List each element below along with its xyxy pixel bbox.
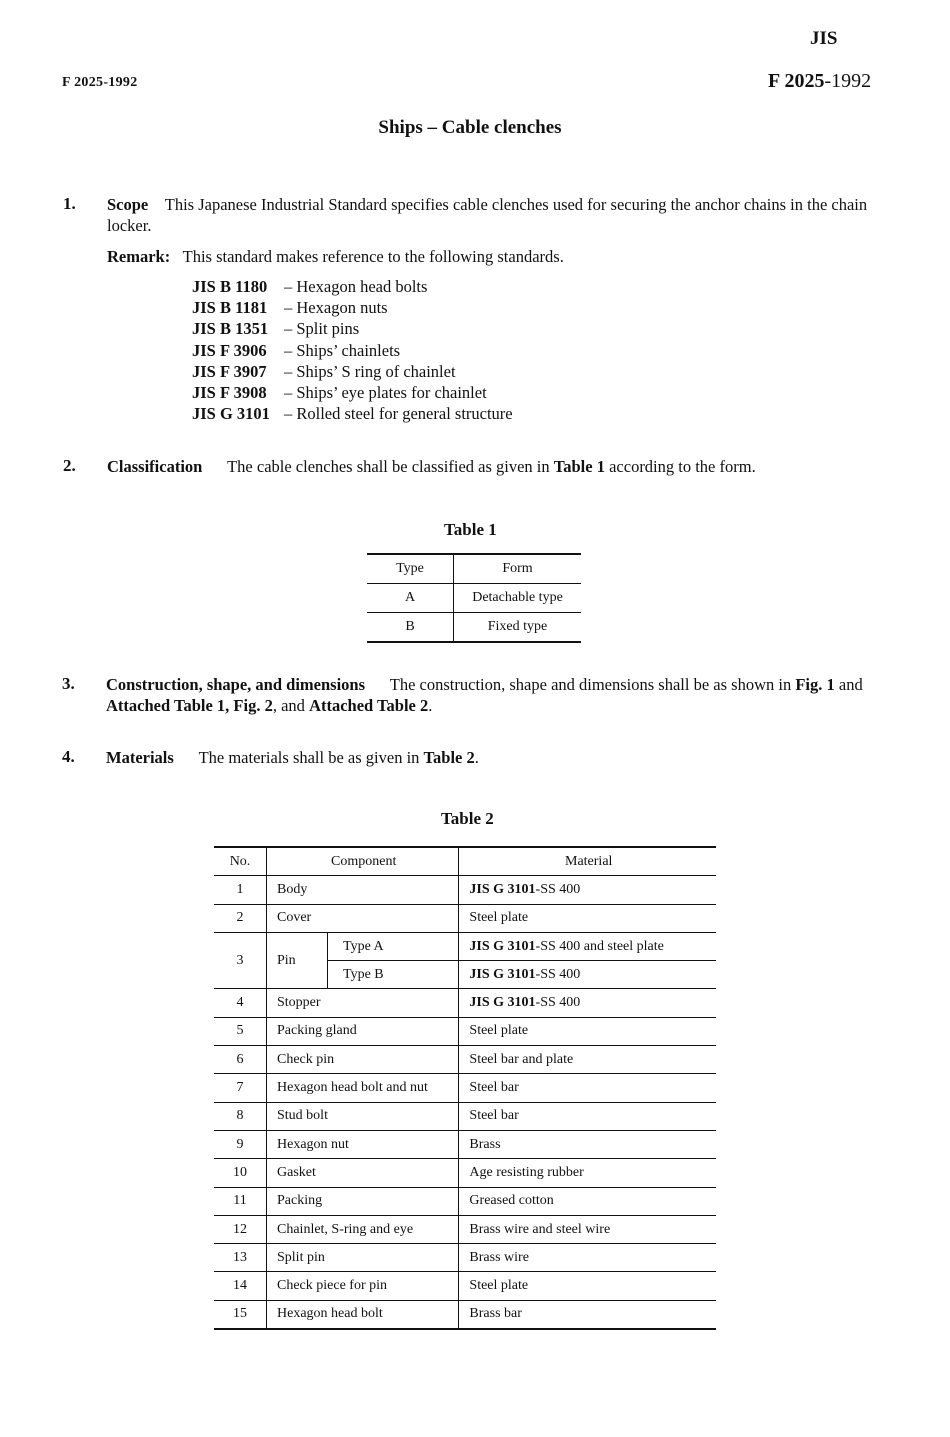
material-standard: JIS G 3101 — [469, 881, 536, 897]
material-text: Steel bar and plate — [469, 1051, 574, 1067]
table-cell-no: 4 — [214, 989, 267, 1017]
table-cell-no: 2 — [214, 904, 267, 932]
table-header-cell: Form — [454, 554, 582, 584]
table-cell-subtype: Type B — [328, 961, 459, 989]
table-row — [214, 1272, 716, 1300]
table-cell-form: Fixed type — [454, 613, 582, 643]
table-header-row — [214, 847, 716, 876]
material-text: -SS 400 — [535, 966, 581, 982]
table-row — [214, 1102, 716, 1130]
table-cell-material — [459, 989, 716, 1017]
table-cell-no: 3 — [214, 932, 267, 989]
table-cell-material — [459, 1215, 716, 1243]
table-cell-component: Stud bolt — [267, 1102, 459, 1130]
reference-item — [192, 297, 513, 318]
section-4-text-end: . — [474, 748, 479, 767]
reference-title: – Rolled steel for general structure — [284, 404, 513, 424]
material-text: Steel plate — [469, 1278, 529, 1294]
reference-item — [192, 318, 513, 339]
table-row — [214, 1046, 716, 1074]
table-1 — [367, 553, 581, 643]
section-1-body — [107, 194, 887, 236]
reference-title: – Split pins — [284, 319, 360, 339]
reference-title: – Hexagon nuts — [284, 298, 388, 318]
section-4-heading: Materials — [106, 748, 174, 767]
table-row — [214, 1187, 716, 1215]
reference-item — [192, 276, 513, 297]
table-2-caption: Table 2 — [441, 809, 494, 828]
table-cell-material — [459, 1300, 716, 1329]
jis-mark: JIS — [810, 28, 838, 49]
section-1-number: 1. — [63, 194, 76, 213]
section-3-number: 3. — [62, 674, 75, 693]
table-cell-no: 13 — [214, 1244, 267, 1272]
table-cell-material — [459, 932, 716, 960]
table-cell-type: B — [367, 613, 454, 643]
table-cell-no: 12 — [214, 1215, 267, 1243]
reference-item — [192, 361, 513, 382]
reference-title: – Ships’ S ring of chainlet — [284, 361, 456, 381]
table-cell-material — [459, 1046, 716, 1074]
material-standard: JIS G 3101 — [469, 995, 536, 1011]
table-cell-material — [459, 1159, 716, 1187]
reference-item — [192, 403, 513, 424]
table-header-cell: Type — [367, 554, 454, 584]
table-cell-material — [459, 1244, 716, 1272]
table-cell-no: 15 — [214, 1300, 267, 1329]
table-cell-material — [459, 1187, 716, 1215]
section-1-heading: Scope — [107, 195, 149, 214]
table-header-cell: Material — [459, 847, 716, 876]
material-standard: JIS G 3101 — [469, 966, 536, 982]
material-text: Brass — [469, 1136, 501, 1152]
reference-title: – Ships’ eye plates for chainlet — [284, 383, 487, 403]
table-header-cell: Component — [267, 847, 459, 876]
table-row — [214, 1017, 716, 1045]
section-3-text: The construction, shape and dimensions shall be as shown in — [389, 675, 796, 694]
table-cell-component: Hexagon head bolt and nut — [267, 1074, 459, 1102]
table-row — [367, 613, 581, 643]
table-row — [214, 1300, 716, 1329]
reference-code: JIS B 1181 — [192, 298, 268, 318]
material-text: Age resisting rubber — [469, 1164, 584, 1180]
table-cell-component: Cover — [267, 904, 459, 932]
table-header-cell: No. — [214, 847, 267, 876]
material-text: Steel plate — [469, 910, 529, 926]
attached-table-1-reference: Attached Table 1, Fig. 2 — [106, 696, 273, 715]
table-row — [367, 584, 581, 613]
table-row — [214, 904, 716, 932]
table-cell-component: Pin — [267, 932, 328, 989]
section-3-text: , and — [272, 696, 310, 715]
table-cell-material — [459, 1272, 716, 1300]
reference-list — [192, 276, 513, 424]
section-4-number: 4. — [62, 747, 75, 766]
material-standard: JIS G 3101 — [469, 938, 536, 954]
page-code-left: F 2025-1992 — [62, 75, 138, 90]
material-text: Brass wire and steel wire — [469, 1221, 611, 1237]
section-2-number: 2. — [63, 456, 76, 475]
section-4-body — [106, 747, 886, 768]
material-text: -SS 400 — [535, 995, 581, 1011]
table-cell-component: Packing gland — [267, 1017, 459, 1045]
table-cell-type: A — [367, 584, 454, 613]
document-title: Ships – Cable clenches — [378, 117, 562, 138]
material-text: Greased cotton — [469, 1193, 554, 1209]
remark-text: This standard makes reference to the following standards. — [182, 247, 564, 266]
table-cell-component: Hexagon nut — [267, 1130, 459, 1158]
section-3-body — [106, 674, 886, 716]
remark — [107, 246, 564, 267]
table-cell-component: Check pin — [267, 1046, 459, 1074]
material-text: -SS 400 — [535, 881, 581, 897]
table-cell-material — [459, 876, 716, 904]
figure-1-reference: Fig. 1 — [795, 675, 835, 694]
table-cell-component: Body — [267, 876, 459, 904]
table-cell-material — [459, 1074, 716, 1102]
table-cell-component: Gasket — [267, 1159, 459, 1187]
table-cell-no: 8 — [214, 1102, 267, 1130]
remark-label: Remark: — [107, 247, 171, 266]
attached-table-2-reference: Attached Table 2 — [309, 696, 429, 715]
section-1-text: This Japanese Industrial Standard specifies cable clenches used for securing the anchor chains in the chain locker. — [107, 195, 868, 235]
section-2-text: The cable clenches shall be classified as given in — [227, 457, 554, 476]
table-cell-component: Split pin — [267, 1244, 459, 1272]
table-header-row — [367, 554, 581, 584]
table-cell-material — [459, 1130, 716, 1158]
reference-code: JIS G 3101 — [192, 404, 270, 424]
table-cell-form: Detachable type — [454, 584, 582, 613]
material-text: Steel bar — [469, 1080, 519, 1096]
page-code-right — [768, 70, 871, 93]
table-row — [214, 1130, 716, 1158]
table-cell-no: 10 — [214, 1159, 267, 1187]
section-2-heading: Classification — [107, 457, 203, 476]
section-3-text: and — [834, 675, 863, 694]
table-row — [214, 989, 716, 1017]
table-row — [214, 932, 716, 960]
material-text: -SS 400 and steel plate — [535, 938, 664, 954]
material-text: Steel plate — [469, 1023, 529, 1039]
material-text: Brass bar — [469, 1306, 522, 1322]
table-row — [214, 1215, 716, 1243]
reference-item — [192, 340, 513, 361]
table-cell-material — [459, 904, 716, 932]
section-3-heading: Construction, shape, and dimensions — [106, 675, 366, 694]
table-cell-no: 5 — [214, 1017, 267, 1045]
table-cell-component: Stopper — [267, 989, 459, 1017]
table-row — [214, 876, 716, 904]
table-cell-material — [459, 1102, 716, 1130]
reference-code: JIS F 3906 — [192, 340, 267, 360]
page-code-right-bold: F 2025 — [768, 70, 825, 92]
section-4-text: The materials shall be as given in — [198, 748, 424, 767]
table-2-reference: Table 2 — [423, 748, 475, 767]
table-1-caption: Table 1 — [444, 520, 497, 539]
table-cell-component: Chainlet, S-ring and eye — [267, 1215, 459, 1243]
table-2 — [214, 846, 716, 1330]
table-cell-no: 7 — [214, 1074, 267, 1102]
reference-title: – Ships’ chainlets — [284, 340, 401, 360]
table-cell-component: Check piece for pin — [267, 1272, 459, 1300]
table-cell-no: 14 — [214, 1272, 267, 1300]
table-cell-component: Packing — [267, 1187, 459, 1215]
table-row — [214, 1159, 716, 1187]
table-cell-no: 6 — [214, 1046, 267, 1074]
table-row — [214, 1074, 716, 1102]
table-cell-subtype: Type A — [328, 932, 459, 960]
page-code-right-year: -1992 — [824, 70, 872, 92]
table-cell-no: 9 — [214, 1130, 267, 1158]
table-cell-material — [459, 1017, 716, 1045]
section-2-body — [107, 456, 897, 477]
table-cell-no: 1 — [214, 876, 267, 904]
reference-code: JIS F 3908 — [192, 383, 267, 403]
reference-code: JIS B 1180 — [192, 277, 268, 296]
material-text: Steel bar — [469, 1108, 519, 1124]
reference-code: JIS F 3907 — [192, 361, 267, 381]
reference-code: JIS B 1351 — [192, 319, 269, 339]
material-text: Brass wire — [469, 1249, 529, 1265]
section-3-text: . — [428, 696, 433, 715]
section-2-text-end: according to the form. — [604, 457, 756, 476]
table-row — [214, 1244, 716, 1272]
table-cell-no: 11 — [214, 1187, 267, 1215]
reference-title: – Hexagon head bolts — [284, 277, 428, 296]
reference-item — [192, 382, 513, 403]
table-cell-material — [459, 961, 716, 989]
table-cell-component: Hexagon head bolt — [267, 1300, 459, 1329]
table-1-reference: Table 1 — [553, 457, 605, 476]
